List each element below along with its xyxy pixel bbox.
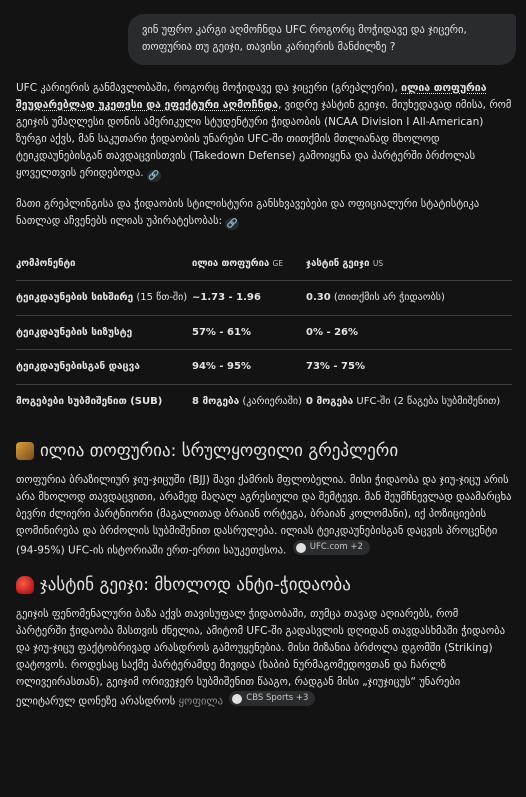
header-component: კომპონენტი xyxy=(16,244,192,281)
ilia-value xyxy=(192,350,306,385)
table-header-row xyxy=(16,244,512,281)
intro-highlight: ილია თოფურია შეუდარებლად უკეთესი და ეფექტური აღმოჩნდა xyxy=(16,82,487,111)
ilia-value-text: ~1.73 - 1.96 xyxy=(192,292,261,304)
header-ilia-label: ილია თოფურია xyxy=(192,258,270,269)
gaethje-value xyxy=(306,281,512,316)
row-label xyxy=(16,384,192,418)
source-chip[interactable] xyxy=(229,691,315,706)
flag-us-icon: US xyxy=(372,259,384,268)
table-row xyxy=(16,350,512,385)
gaethje-value xyxy=(306,350,512,385)
user-message-text: ვინ უფრო კარგი აღმოჩნდა UFC როგორც მოჭიდავე და ჯიცერი, თოფურია თუ გეიჯი, თავისი კარიერის მანძილზე ? xyxy=(142,24,467,54)
section-paragraph-gaethje xyxy=(16,606,512,711)
section-title: ჯასტინ გეიჯი: მხოლოდ ანტი-ჭიდაობა xyxy=(40,574,351,595)
ilia-value-text: 57% - 61% xyxy=(192,326,251,338)
link-icon[interactable]: 🔗 xyxy=(148,171,160,181)
gaethje-value xyxy=(306,384,512,418)
row-label xyxy=(16,315,192,350)
flag-ge-icon: GE xyxy=(272,259,284,268)
header-gaethje-label: ჯასტინ გეიჯი xyxy=(306,258,370,269)
source-chip-label: UFC.com +2 xyxy=(309,542,363,553)
gaethje-value-text: 73% - 75% xyxy=(306,361,365,373)
header-ilia xyxy=(192,244,306,281)
stats-intro-text: მათი გრეპლინგისა და ჭიდაობის სტილისტური განსხვავებები და ოფიციალური სტატისტიკა ნათლად აჩვენებს ილიას უპირატესობას: xyxy=(16,198,480,227)
row-label-text: ტეიკდაუნების სიხშირე xyxy=(16,292,134,304)
intro-text-end: , ვიდრე ჯასტინ გეიჯი. მიუხედავად იმისა, რომ გეიჯის უმაღლესი დონის ამერიკული სტუდენტური ჭიდაობის (NCAA Division I All-American) ზურგი აქვს, მან საკუთარი ჭიდაობის უნარები UFC-ში თითქმის მთლიანად მხოლოდ ტეიკდაუნებისგან თავდაცვისთვის (Takedown Defense) გამოიყენა და პარტერში ბრძოლას ყოველთვის ერიდებოდა. xyxy=(16,99,512,179)
stats-intro-paragraph xyxy=(16,196,512,230)
section-heading-gaethje xyxy=(16,574,512,596)
source-chip[interactable] xyxy=(293,540,370,555)
row-label-text: ტეიკდაუნებისგან დაცვა xyxy=(16,361,140,373)
stats-table xyxy=(16,244,512,418)
section-body-cut: ყოფილა xyxy=(178,695,223,708)
row-label xyxy=(16,281,192,316)
gaethje-value-note: UFC-ში (2 წაგება სუბმიშენით) xyxy=(353,395,501,407)
section-heading-ilia xyxy=(16,440,512,462)
ilia-value xyxy=(192,281,306,316)
intro-text: UFC კარიერის განმავლობაში, როგორც მოჭიდავე და ჯიცერი (გრეპლერი), xyxy=(16,82,402,94)
source-chip-label: CBS Sports +3 xyxy=(246,693,309,704)
wrestlers-icon xyxy=(16,442,34,460)
link-icon[interactable]: 🔗 xyxy=(226,219,238,229)
ilia-value xyxy=(192,315,306,350)
boxing-glove-icon xyxy=(16,576,34,594)
source-logo-icon xyxy=(296,543,306,553)
gaethje-value-text: 0.30 xyxy=(306,292,331,304)
row-label-text: ტეიკდაუნების სიზუსტე xyxy=(16,326,133,338)
section-body: გეიჯის ფენომენალური ბაზა აქვს თავისუფალ ჭიდაობაში, თუმცა თავად აღიარებს, რომ პარტერში ჭიდაობა მასთვის ძნელია, ამიტომ UFC-ში გადასვლის დღიდან თავდასხმაში ჭიდაობა და ჯიუ-ჯიცუ ფაქტობრივად არასდროს გამოუყენებია. მისი მიზანია ბრძოლა დგომში (Striking) დატოვოს. როდესაც საქმე პარტერამდე მივიდა (ხაბიბ ნურმაგომედოვთან და ჩარლზ ოლივეირასთან), გეიჯიმ ორივეჯერ სუბმიშენით წააგო, რადგან მისი „ჯიუჯიცუს“ უნარები ელიტარულ დონეზე არასდროს xyxy=(16,608,506,708)
assistant-response xyxy=(16,80,512,725)
row-label xyxy=(16,350,192,385)
gaethje-value-note: (თითქმის არ ჭიდაობს) xyxy=(330,292,445,304)
table-row xyxy=(16,281,512,316)
intro-paragraph xyxy=(16,80,512,182)
ilia-value-text: 94% - 95% xyxy=(192,361,251,373)
table-row xyxy=(16,315,512,350)
gaethje-value-text: 0% - 26% xyxy=(306,326,359,338)
section-paragraph-ilia xyxy=(16,472,512,560)
ilia-value-text: 8 მოგება xyxy=(192,395,240,407)
user-message-bubble xyxy=(128,14,516,65)
row-label-text: მოგებები სუბმიშენით (SUB) xyxy=(16,395,163,407)
gaethje-value xyxy=(306,315,512,350)
row-label-note: (15 წთ-ში) xyxy=(133,292,188,304)
ilia-value-note: (კარიერაში) xyxy=(239,395,302,407)
section-body: თოფურია ბრაზილიურ ჯიუ-ჯიცუში (BJJ) შავი ქამრის მფლობელია. მისი ჭიდაობა და ჯიუ-ჯიცუ არის არა მხოლოდ თავდაცვითი, არამედ მაღალ აგრესიული და შემტევი. მან შეუმჩნევლად დაამარცხა ბევრი ძლიერი პარტნიორი (მაგალითად ბრაიან ორტეგა, ბრაიან კოლომანი), იქ პოზიციების დომინირება და ბრძოლის სუბმიშენით დასრულება. ილიას ტეიკდაუნებისგან დაცვის პროცენტი (94-95%) UFC-ის ისტორიაში ერთ-ერთი საუკეთესოა. xyxy=(16,474,512,557)
table-row xyxy=(16,384,512,418)
ilia-value xyxy=(192,384,306,418)
gaethje-value-text: 0 მოგება xyxy=(306,395,354,407)
section-title: ილია თოფურია: სრულყოფილი გრეპლერი xyxy=(40,441,399,462)
header-gaethje xyxy=(306,244,512,281)
source-logo-icon xyxy=(232,694,242,704)
